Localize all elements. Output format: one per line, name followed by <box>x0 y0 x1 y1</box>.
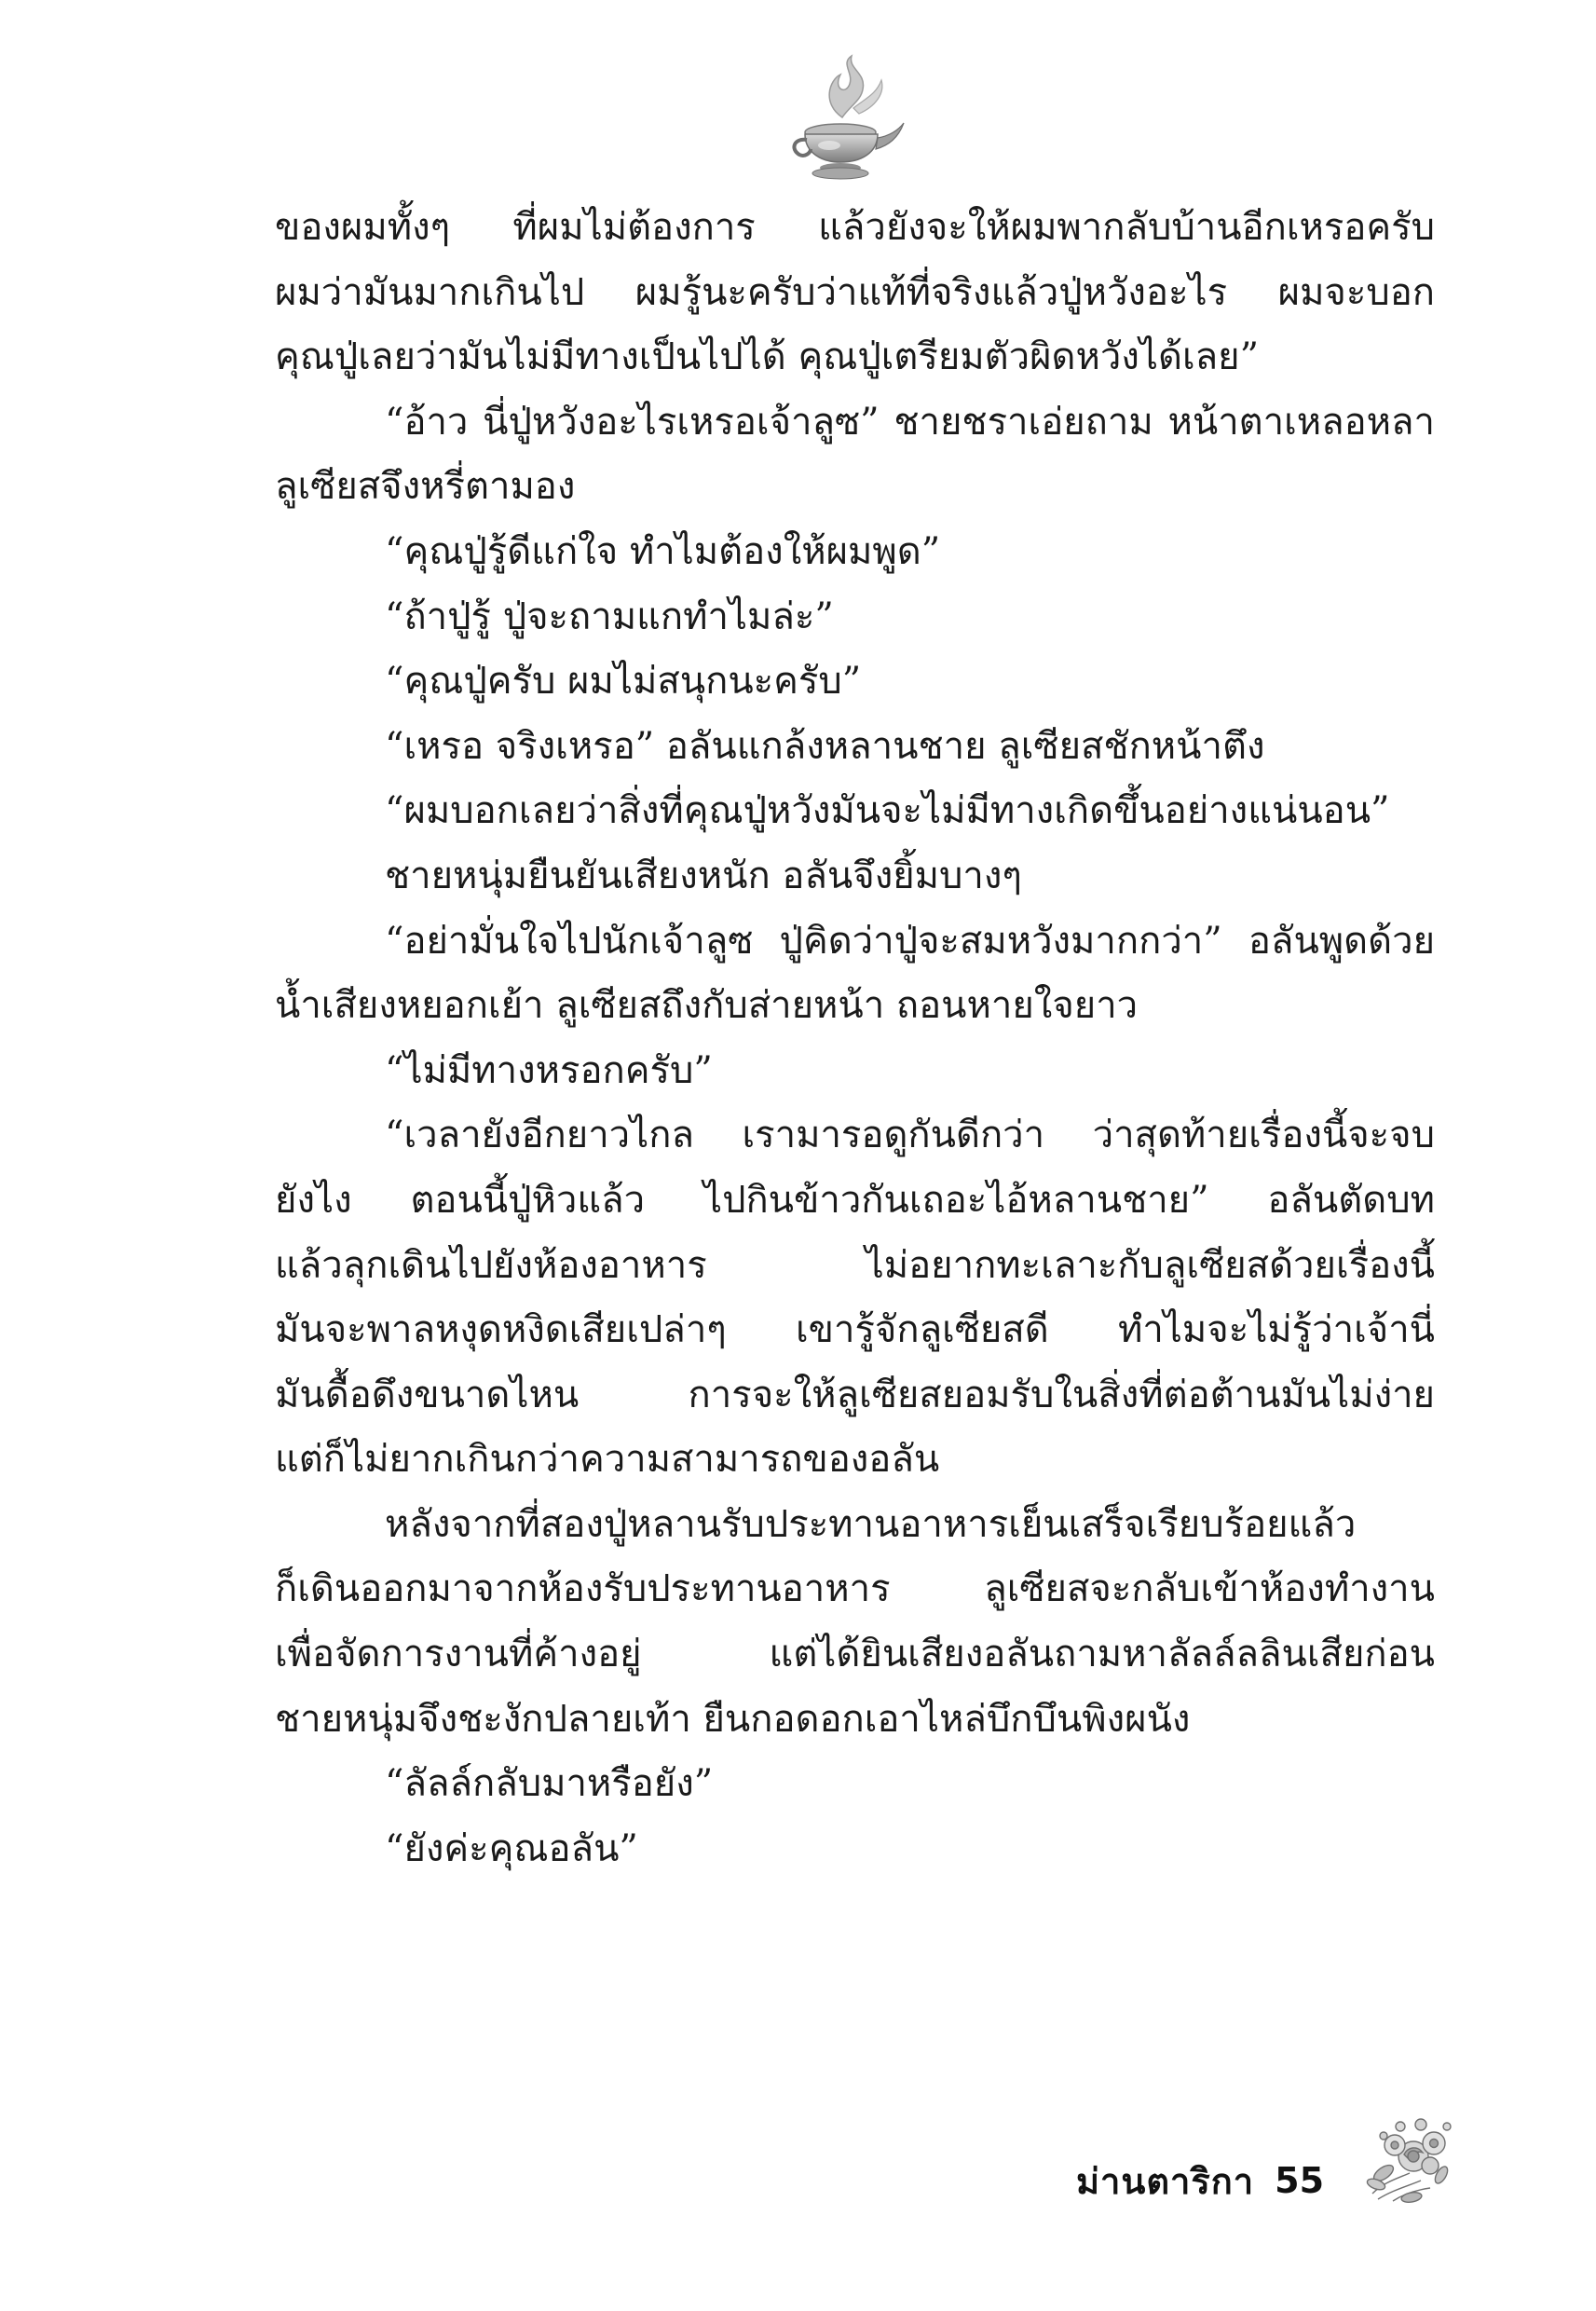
text-line: ก็เดินออกมาจากห้องรับประทานอาหาร ลูเซียสจะกลับเข้าห้องทำงาน <box>275 1567 1435 1611</box>
text-line: เพื่อจัดการงานที่ค้างอยู่ แต่ได้ยินเสียงอลันถามหาลัลล์ลลินเสียก่อน <box>275 1633 1435 1676</box>
text-line: คุณปู่เลยว่ามันไม่มีทางเป็นไปได้ คุณปู่เตรียมตัวผิดหวังได้เลย” <box>275 335 1260 379</box>
text-line: “อย่ามั่นใจไปนักเจ้าลูซ ปู่คิดว่าปู่จะสมหวังมากกว่า” อลันพูดด้วย <box>385 919 1435 963</box>
text-line: ผมว่ามันมากเกินไป ผมรู้นะครับว่าแท้ที่จริงแล้วปู่หวังอะไร ผมจะบอก <box>275 270 1435 314</box>
lamp-ornament-icon <box>784 52 906 192</box>
text-line: “ยังค่ะคุณอลัน” <box>385 1826 638 1870</box>
text-line: ชายหนุ่มยืนยันเสียงหนัก อลันจึงยิ้มบางๆ <box>385 854 1022 897</box>
text-line: แต่ก็ไม่ยากเกินกว่าความสามารถของอลัน <box>275 1438 940 1482</box>
text-line: ของผมทั้งๆ ที่ผมไม่ต้องการ แล้วยังจะให้ผมพากลับบ้านอีกเหรอครับ <box>275 206 1435 249</box>
book-title: ม่านตาริกา <box>1076 2160 1255 2202</box>
text-line: ยังไง ตอนนี้ปู่หิวแล้ว ไปกินข้าวกันเถอะไอ้หลานชาย” อลันตัดบท <box>275 1178 1435 1222</box>
text-line: “ลัลล์กลับมาหรือยัง” <box>385 1762 714 1806</box>
text-line: มันดื้อดึงขนาดไหน การจะให้ลูเซียสยอมรับในสิ่งที่ต่อต้านมันไม่ง่าย <box>275 1373 1435 1416</box>
flower-bouquet-icon <box>1356 2108 1458 2210</box>
page-footer <box>1076 2153 1324 2208</box>
text-line: “ผมบอกเลยว่าสิ่งที่คุณปู่หวังมันจะไม่มีทางเกิดขึ้นอย่างแน่นอน” <box>385 789 1390 833</box>
text-line: แล้วลุกเดินไปยังห้องอาหาร ไม่อยากทะเลาะกับลูเซียสด้วยเรื่องนี้ <box>275 1243 1435 1287</box>
text-line: “เหรอ จริงเหรอ” อลันแกล้งหลานชาย ลูเซียสชักหน้าตึง <box>385 724 1265 768</box>
body-text <box>275 196 1435 1881</box>
text-line: “อ้าว นี่ปู่หวังอะไรเหรอเจ้าลูซ” ชายชราเอ่ยถาม หน้าตาเหลอหลา <box>385 400 1435 444</box>
page-number: 55 <box>1275 2160 1325 2201</box>
text-line: “คุณปู่ครับ ผมไม่สนุกนะครับ” <box>385 660 862 704</box>
text-line: ชายหนุ่มจึงชะงักปลายเท้า ยืนกอดอกเอาไหล่บึกบึนพิงผนัง <box>275 1697 1191 1741</box>
text-line: “คุณปู่รู้ดีแก่ใจ ทำไมต้องให้ผมพูด” <box>385 529 941 573</box>
text-line: “ถ้าปู่รู้ ปู่จะถามแกทำไมล่ะ” <box>385 595 834 638</box>
text-line: มันจะพาลหงุดหงิดเสียเปล่าๆ เขารู้จักลูเซียสดี ทำไมจะไม่รู้ว่าเจ้านี่ <box>275 1308 1435 1352</box>
text-line: ลูเซียสจึงหรี่ตามอง <box>275 465 576 509</box>
text-line: น้ำเสียงหยอกเย้า ลูเซียสถึงกับส่ายหน้า ถอนหายใจยาว <box>275 984 1139 1028</box>
text-line: หลังจากที่สองปู่หลานรับประทานอาหารเย็นเสร็จเรียบร้อยแล้ว <box>385 1502 1357 1546</box>
text-line: “เวลายังอีกยาวไกล เรามารอดูกันดีกว่า ว่าสุดท้ายเรื่องนี้จะจบ <box>385 1114 1435 1157</box>
text-line: “ไม่มีทางหรอกครับ” <box>385 1048 713 1092</box>
